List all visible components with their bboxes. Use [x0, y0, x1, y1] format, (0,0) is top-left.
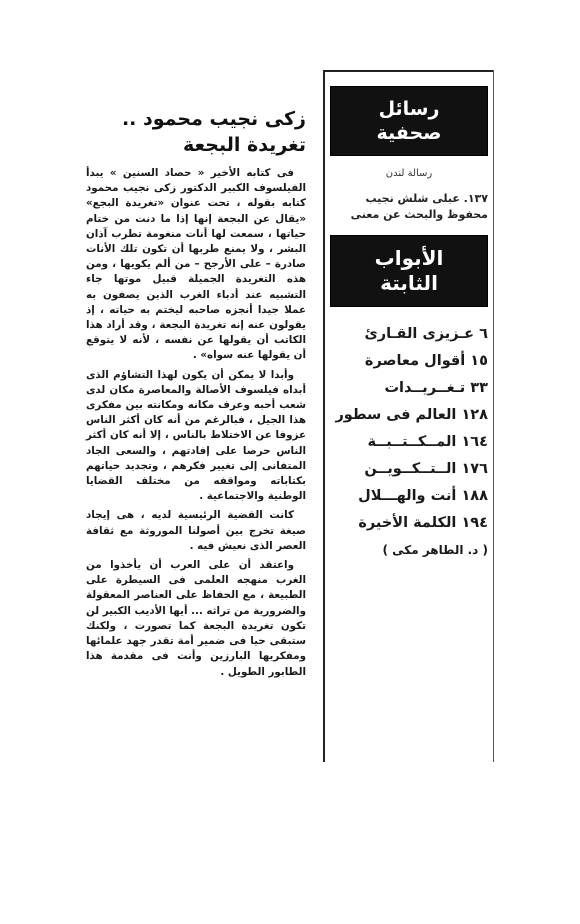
- sidebar: [330, 86, 488, 564]
- section-caption: رسالة لندن: [385, 168, 433, 179]
- column-divider: [323, 70, 325, 762]
- contents-entry: ١٣٧. عبلى شلش نجيب محفوظ والبحث عن معنى: [350, 192, 488, 221]
- article-headline: [86, 106, 306, 158]
- section-box-regular-line-2: الثابتة: [380, 271, 438, 295]
- table-of-contents: [330, 321, 488, 564]
- toc-item: ١٧٦ الــتــكــويــن: [364, 461, 488, 477]
- paragraph: كانت القضية الرئيسية لديه ، هى إيجاد صيغة تخرج بين أصولنا الموروثة مع ثقافة العصر الذى نعيش فيه .: [86, 509, 306, 552]
- sidebar-top-rule: [323, 70, 494, 72]
- section-box-regular-line-1: الأبواب: [374, 246, 444, 270]
- toc-item: ٦ عـزيزى القـارئ: [364, 326, 488, 342]
- headline-line-2: تغريدة البجعة: [183, 134, 306, 156]
- section-box-regular: [330, 235, 488, 307]
- toc-item: ١٦٤ المــكــتــبــة: [367, 434, 488, 450]
- article-body: [86, 166, 306, 680]
- section-box-letters: [330, 86, 488, 156]
- toc-item: ١٨٨ أنت والهـــلال: [358, 488, 488, 504]
- article-column: [86, 106, 306, 684]
- sidebar-right-rule: [493, 70, 494, 762]
- paragraph: وأبدا لا يمكن أن يكون لهذا التشاؤم الذى أبداه فيلسوف الأصالة والمعاصرة مكان لدى شعب أحبه وعرف مكانه ومكانته بين مفكرى هذا الجيل ، فبالرغم من أنه كان أكثر الناس عزوفا عن الاختلاط بالناس ، إلا أنه كان أكثر الناس حرصا على إفادتهم ، والسعى الجاد المتفانى إلى تغيير فكرهم ، وتجديد حياتهم بكتاباته ومواقفه من مختلف القضايا الوطنية والاجتماعية .: [86, 368, 306, 503]
- toc-item: ١٥ أقوال معاصرة: [364, 353, 488, 369]
- paragraph: واعتقد أن على العرب أن يأخذوا من الغرب منهجه العلمى فى السيطرة على الطبيعة ، مع الحفاظ على العناصر المعقولة والضرورية من تراثه ... أيها الأديب الكبير لن تكون تغريدة البجعة كما تصورت ، ولكنك ستبقى حيا فى ضمير أمة تقدر جهد علمائها ومفكريها البارزين وأنت فى مقدمة هذا الطابور الطويل .: [86, 559, 306, 678]
- toc-item: ٣٣ تـغــريــدات: [384, 380, 488, 396]
- paragraph: فى كتابه الأخير « حصاد السنين » يبدأ الفيلسوف الكبير الدكتور زكى نجيب محمود كتابه بقوله ، تحت عنوان «تغريدة البجع» «يقال عن البجعة إنها إذا ما دنت من ختام حياتها ، سمعت لها أنات منغومة تطرب آذان البشر ، ولا يمنع طربها أن تكون تلك الأنات صادرة – على الأرجح – من ألم يكويها ، ومن هذه التغريدة الجميلة قبيل موتها جاء التشبيه عند أدباء الغرب الذين يصفون به عملا جيدا أنجزه صاحبه ليختم به حياته ، إذ يقولون عنه إنه تغريدة البجعة ، وقد أراد هذا الكاتب أن يقولها عن نفسه ، لأنه لا يتوقع أن يقولها عنه سواه» .: [86, 167, 306, 362]
- section-box-letters-line-2: صحفية: [376, 122, 442, 144]
- toc-item: ١٢٨ العالم فى سطور: [335, 407, 488, 423]
- toc-item: ١٩٤ الكلمة الأخيرة: [358, 515, 488, 531]
- toc-note: ( د. الطاهر مكى ): [382, 543, 488, 557]
- headline-line-1: زكى نجيب محمود ..: [121, 108, 306, 130]
- section-box-letters-line-1: رسائل: [378, 98, 440, 120]
